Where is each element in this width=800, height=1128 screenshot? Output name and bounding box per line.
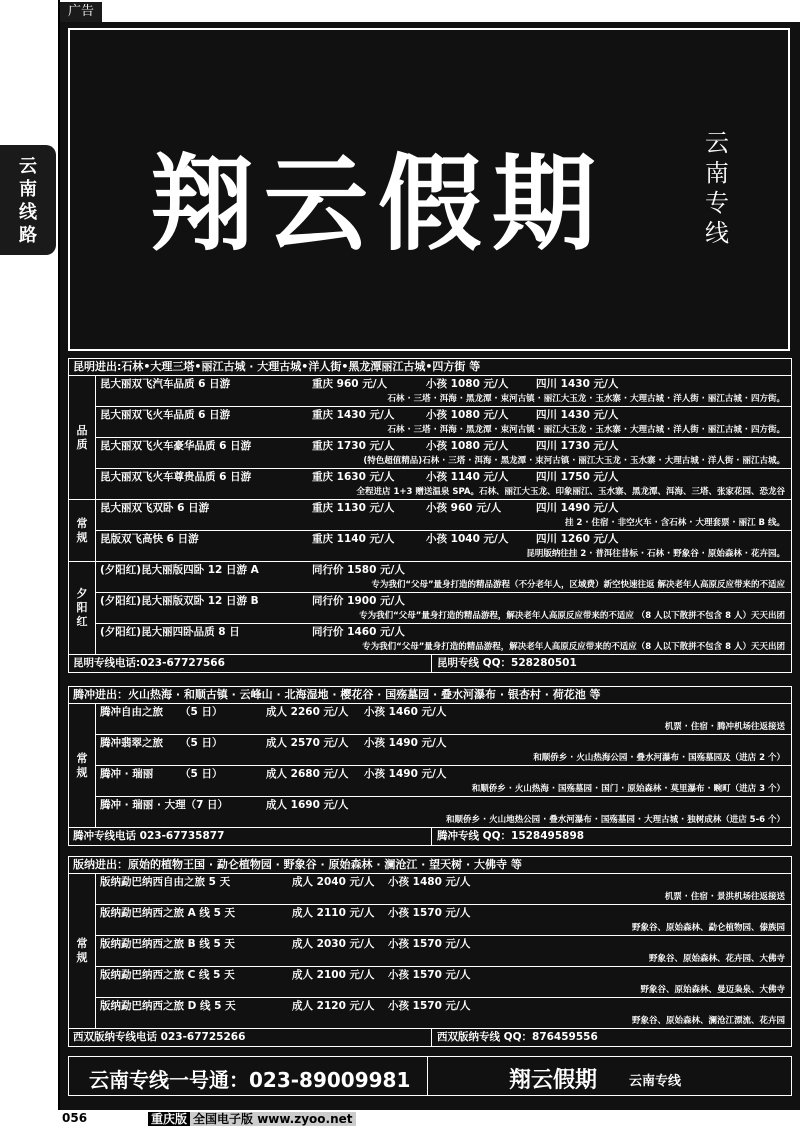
- route-line: [96, 624, 791, 640]
- page-footer: [60, 1110, 800, 1128]
- route-p1: 成人 2110 元/人: [292, 907, 375, 919]
- footer-phone: 西双版纳专线电话 023-67725266: [73, 1031, 246, 1043]
- route-group: [69, 704, 791, 827]
- route-note: 野象谷、原始森林、澜沧江漂流、花卉园: [631, 1016, 785, 1026]
- route-p2: 小孩 1080 元/人: [426, 409, 509, 421]
- route-group: [69, 500, 791, 562]
- route-days: （5 日）: [180, 737, 223, 749]
- route-line: [96, 905, 791, 921]
- route-row: [96, 967, 791, 998]
- route-line: [96, 998, 791, 1014]
- route-line: [96, 874, 791, 890]
- route-p2: 小孩 1480 元/人: [388, 876, 471, 888]
- route-note: 和顺侨乡 · 火山热海公园 · 叠水河瀑布 · 国殇墓园及（进店 2 个）: [533, 753, 785, 763]
- footer-qq: 腾冲专线 QQ：1528495898: [437, 830, 585, 842]
- divider: [431, 1029, 432, 1046]
- route-line: [96, 531, 791, 547]
- group-label: [69, 704, 96, 827]
- route-p1: 成人 2040 元/人: [292, 876, 375, 888]
- route-p1: 成人 1690 元/人: [266, 799, 349, 811]
- hero-subtitle-char: 云: [705, 129, 729, 157]
- route-note: 机票 · 住宿 · 景洪机场往返接送: [664, 892, 785, 902]
- route-line: [96, 735, 791, 751]
- route-p2: 小孩 960 元/人: [426, 502, 502, 514]
- group-label-char: 阳: [76, 601, 88, 614]
- route-note: 昆明版纳往挂 2 · 普洱往昔标 · 石林 · 野象谷 · 原始森林 · 花卉园。: [526, 549, 785, 559]
- route-name: 版纳勐巴纳西之旅 D 线 5 天: [100, 1000, 236, 1012]
- route-p3: 四川 1430 元/人: [536, 378, 619, 390]
- route-p2: 小孩 1080 元/人: [426, 440, 509, 452]
- group-label-char: 红: [76, 615, 88, 628]
- route-note: 专为我们“父母”量身打造的精品游程，解决老年人高原反应带来的不适应 （8 人以下散拼不包含 8 人）天天出团: [359, 611, 785, 621]
- route-name: 版纳勐巴纳西之旅 B 线 5 天: [100, 938, 235, 950]
- route-row: [96, 998, 791, 1028]
- route-line: [96, 500, 791, 516]
- route-p1: 重庆 1140 元/人: [312, 533, 395, 545]
- route-row: [96, 905, 791, 936]
- route-p1: 成人 2100 元/人: [292, 969, 375, 981]
- route-line: [96, 438, 791, 454]
- route-row: [96, 797, 791, 827]
- route-line: [96, 967, 791, 983]
- route-row: [96, 936, 791, 967]
- route-note: 石林 · 三塔 · 洱海 · 黑龙潭 · 束河古镇 · 丽江大玉龙 · 玉水寨 · 大理古城 · 洋人街 · 丽江古城 · 四方街。: [387, 425, 785, 435]
- route-line: [96, 766, 791, 782]
- route-name: 版纳勐巴纳西自由之旅 5 天: [100, 876, 231, 888]
- route-p3: 四川 1750 元/人: [536, 471, 619, 483]
- group-label-char: 规: [76, 530, 88, 544]
- route-note: 和顺侨乡 · 火山地热公园 · 叠水河瀑布 · 国殇墓园 · 大理古城 · 独树成林（进店 5-6 个）: [445, 815, 785, 825]
- group-rows: [96, 500, 791, 561]
- group-label: [69, 874, 96, 1028]
- route-p1: 重庆 1730 元/人: [312, 440, 395, 452]
- route-p1: 重庆 960 元/人: [312, 378, 388, 390]
- route-p2: 小孩 1460 元/人: [364, 706, 447, 718]
- route-p1: 成人 2030 元/人: [292, 938, 375, 950]
- route-p1: 重庆 1630 元/人: [312, 471, 395, 483]
- route-name: 昆大丽双飞火车品质 6 日游: [100, 409, 231, 421]
- section-header: 腾冲进出：火山热海 · 和顺古镇 · 云峰山 · 北海湿地 · 樱花谷 · 国殇墓园 · 叠水河瀑布 · 银杏村 · 荷花池 等: [69, 687, 791, 704]
- route-note: 挂 2 · 住宿 · 非空火车 · 含石林 · 大理套票 · 丽江 B 线。: [564, 518, 785, 528]
- section-body: [69, 704, 791, 827]
- brand-logo: 翔云假期: [509, 1067, 598, 1093]
- route-name: 昆大丽双飞火车尊贵品质 6 日游: [100, 471, 252, 483]
- route-p1: 同行价 1460 元/人: [312, 626, 405, 638]
- route-p2: 小孩 1140 元/人: [426, 471, 509, 483]
- route-line: [96, 376, 791, 392]
- route-name: 昆大丽双飞双卧 6 日游: [100, 502, 210, 514]
- route-row: [96, 531, 791, 561]
- route-name: 昆大丽双飞汽车品质 6 日游: [100, 378, 231, 390]
- divider: [427, 1057, 428, 1095]
- route-row: [96, 438, 791, 469]
- route-name: 昆大丽双飞火车豪华品质 6 日游: [100, 440, 252, 452]
- hero-banner: [68, 28, 790, 351]
- route-line: [96, 407, 791, 423]
- side-tab-char: 路: [19, 225, 37, 246]
- route-note: 全程进店 1+3 赠送温泉 SPA。石林、丽江大玉龙、印象丽江、玉水寨、黑龙潭、洱海、三塔、张家花园、恐龙谷: [356, 487, 785, 497]
- route-group: [69, 874, 791, 1028]
- route-group: [69, 562, 791, 654]
- route-note: (特色超值精品)石林 · 三塔 · 洱海 · 黑龙潭 · 束河古镇 · 丽江大玉龙 · 玉水寨 · 大理古城 · 洋人街 · 丽江古城。: [363, 456, 785, 466]
- route-p1: 重庆 1430 元/人: [312, 409, 395, 421]
- route-p1: 成人 2260 元/人: [266, 706, 349, 718]
- brand-subtitle: 云南专线: [629, 1074, 682, 1089]
- bottom-bar: [68, 1056, 792, 1096]
- group-label: [69, 500, 96, 561]
- edition-b: 全国电子版 www.zyoo.net: [190, 1112, 356, 1126]
- hero-title: 翔云假期: [150, 142, 607, 265]
- hero-subtitle-char: 南: [705, 159, 729, 187]
- route-name: (夕阳红)昆大丽四卧品质 8 日: [100, 626, 240, 638]
- group-label-char: 规: [76, 765, 88, 779]
- route-row: [96, 593, 791, 624]
- route-name: 腾冲 · 瑞丽: [100, 768, 154, 780]
- section-footer: [69, 1028, 791, 1046]
- route-name: 腾冲翡翠之旅: [100, 737, 163, 749]
- route-days: （5 日）: [180, 706, 223, 718]
- section-body: [69, 874, 791, 1028]
- section-header: 昆明进出:石林•大理三塔•丽江古城 · 大理古城•洋人街•黑龙潭丽江古城•四方街 等: [69, 359, 791, 376]
- side-tab-char: 云: [19, 156, 37, 177]
- section-header: 版纳进出：原始的植物王国 · 勐仑植物园 · 野象谷 · 原始森林 · 澜沧江 · 望天树 · 大佛寺 等: [69, 857, 791, 874]
- route-row: [96, 376, 791, 407]
- group-label-char: 质: [76, 437, 88, 451]
- route-line: [96, 593, 791, 609]
- route-p2: 小孩 1080 元/人: [426, 378, 509, 390]
- section-body: [69, 376, 791, 654]
- section-footer: [69, 827, 791, 845]
- route-p1: 成人 2120 元/人: [292, 1000, 375, 1012]
- footer-phone: 腾冲专线电话 023-67735877: [73, 830, 225, 842]
- hero-subtitle: [702, 128, 732, 248]
- ad-page: [60, 22, 800, 1110]
- route-name: 版纳勐巴纳西之旅 C 线 5 天: [100, 969, 235, 981]
- route-note: 和顺侨乡 · 火山热海 · 国殇墓园 · 国门 · 原始森林 · 莫里瀑布 · 畹町（进店 3 个）: [471, 784, 785, 794]
- route-p3: 四川 1430 元/人: [536, 409, 619, 421]
- route-p3: 四川 1730 元/人: [536, 440, 619, 452]
- route-row: [96, 500, 791, 531]
- group-label-char: 规: [76, 951, 88, 964]
- side-tab-char: 线: [19, 202, 37, 223]
- route-row: [96, 766, 791, 797]
- kunming-section: [68, 358, 792, 673]
- route-row: [96, 407, 791, 438]
- route-line: [96, 936, 791, 952]
- route-p1: 成人 2680 元/人: [266, 768, 349, 780]
- group-label: [69, 562, 96, 654]
- section-footer: [69, 654, 791, 672]
- route-p2: 小孩 1490 元/人: [364, 768, 447, 780]
- page-number: 056: [62, 1111, 88, 1125]
- route-p2: 小孩 1570 元/人: [388, 969, 471, 981]
- divider: [431, 828, 432, 845]
- footer-qq: 西双版纳专线 QQ：876459556: [437, 1031, 598, 1043]
- route-note: 野象谷、原始森林、曼迈枭泉、大佛寺: [640, 985, 785, 995]
- hero-subtitle-char: 线: [705, 219, 729, 247]
- group-rows: [96, 704, 791, 827]
- route-name: (夕阳红)昆大丽版四卧 12 日游 A: [100, 564, 259, 576]
- route-p1: 重庆 1130 元/人: [312, 502, 395, 514]
- group-label-char: 常: [76, 751, 88, 765]
- banna-section: [68, 856, 792, 1047]
- route-name: (夕阳红)昆大丽版双卧 12 日游 B: [100, 595, 259, 607]
- route-row: [96, 874, 791, 905]
- route-line: [96, 797, 791, 813]
- route-row: [96, 562, 791, 593]
- route-note: 专为我们“父母”量身打造的精品游程，解决老年人高原反应带来的不适应（8 人以下散拼不包含 8 人）天天出团: [362, 642, 785, 652]
- group-label-char: 常: [76, 516, 88, 530]
- group-rows: [96, 874, 791, 1028]
- route-name: 腾冲 · 瑞丽 · 大理（7 日）: [100, 799, 229, 811]
- route-line: [96, 562, 791, 578]
- group-label-char: 品: [76, 423, 88, 437]
- footer-phone: 昆明专线电话:023-67727566: [73, 657, 225, 669]
- route-line: [96, 704, 791, 720]
- route-p2: 小孩 1490 元/人: [364, 737, 447, 749]
- route-name: 腾冲自由之旅: [100, 706, 163, 718]
- route-note: 石林 · 三塔 · 洱海 · 黑龙潭 · 束河古镇 · 丽江大玉龙 · 玉水寨 · 大理古城 · 洋人街 · 丽江古城 · 四方街。: [387, 394, 785, 404]
- route-p1: 成人 2570 元/人: [266, 737, 349, 749]
- group-rows: [96, 376, 791, 499]
- tengchong-section: [68, 686, 792, 846]
- route-row: [96, 735, 791, 766]
- route-row: [96, 624, 791, 654]
- route-p2: 小孩 1570 元/人: [388, 907, 471, 919]
- route-p2: 小孩 1040 元/人: [426, 533, 509, 545]
- route-note: 野象谷、原始森林、勐仑植物园、傣族园: [631, 923, 785, 933]
- group-label-char: 夕: [76, 587, 88, 600]
- group-rows: [96, 562, 791, 654]
- route-note: 专为我们“父母”量身打造的精品游程（不分老年人，区域费）新空快速往返 解决老年人高原反应带来的不适应: [371, 580, 785, 590]
- route-days: （5 日）: [180, 768, 223, 780]
- route-row: [96, 704, 791, 735]
- route-name: 昆版双飞高快 6 日游: [100, 533, 199, 545]
- route-p2: 小孩 1570 元/人: [388, 1000, 471, 1012]
- route-note: 野象谷、原始森林、花卉园、大佛寺: [648, 954, 785, 964]
- route-p3: 四川 1490 元/人: [536, 502, 619, 514]
- group-label-char: 常: [76, 937, 88, 950]
- route-p3: 四川 1260 元/人: [536, 533, 619, 545]
- ad-tag: 广告: [60, 2, 102, 22]
- side-tab-yunnan-routes: [0, 145, 56, 255]
- edition-a: 重庆版: [148, 1112, 190, 1126]
- divider: [431, 655, 432, 672]
- hotline: 云南专线一号通：023-89009981: [89, 1068, 411, 1092]
- footer-qq: 昆明专线 QQ：528280501: [437, 657, 577, 669]
- group-label: [69, 376, 96, 499]
- hero-subtitle-char: 专: [705, 189, 729, 217]
- route-name: 版纳勐巴纳西之旅 A 线 5 天: [100, 907, 236, 919]
- route-p1: 同行价 1580 元/人: [312, 564, 405, 576]
- edition-label: [148, 1110, 356, 1128]
- route-line: [96, 469, 791, 485]
- route-note: 机票 · 住宿 · 腾冲机场往返接送: [664, 722, 785, 732]
- route-p2: 小孩 1570 元/人: [388, 938, 471, 950]
- route-p1: 同行价 1900 元/人: [312, 595, 405, 607]
- route-group: [69, 376, 791, 500]
- side-tab-char: 南: [19, 179, 37, 200]
- route-row: [96, 469, 791, 499]
